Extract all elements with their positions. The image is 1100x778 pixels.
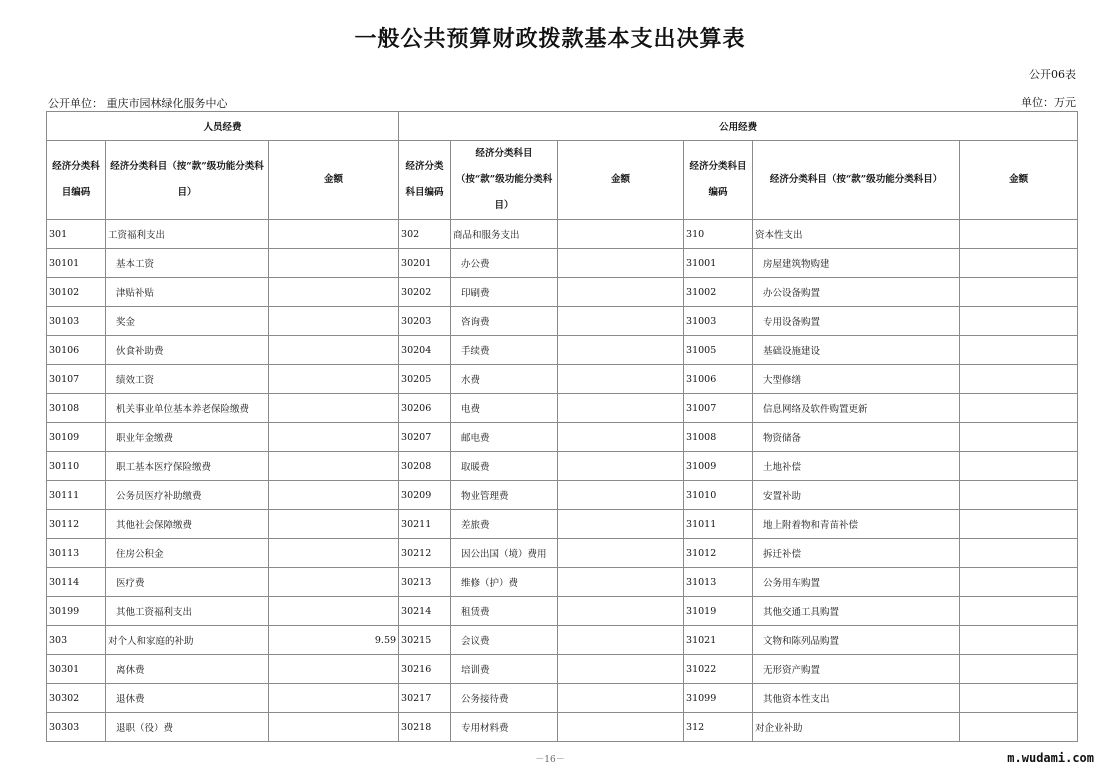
table-row (47, 568, 1078, 597)
cell-goods-name: 公务接待费 (451, 684, 558, 713)
cell-personnel-name: 公务员医疗补助缴费 (106, 481, 269, 510)
cell-capital-name: 拆迁补偿 (753, 539, 960, 568)
cell-capital-code: 310 (684, 220, 753, 249)
cell-personnel-amount (269, 452, 399, 481)
cell-capital-code: 31006 (684, 365, 753, 394)
cell-capital-name: 专用设备购置 (753, 307, 960, 336)
cell-capital-code: 31021 (684, 626, 753, 655)
cell-capital-amount (960, 278, 1078, 307)
cell-goods-name: 印刷费 (451, 278, 558, 307)
cell-capital-amount (960, 626, 1078, 655)
cell-capital-code: 31099 (684, 684, 753, 713)
table-row (47, 510, 1078, 539)
table-row (47, 220, 1078, 249)
table-row (47, 278, 1078, 307)
cell-capital-code: 31007 (684, 394, 753, 423)
cell-goods-name: 差旅费 (451, 510, 558, 539)
cell-personnel-code: 30111 (47, 481, 106, 510)
cell-personnel-name: 医疗费 (106, 568, 269, 597)
cell-personnel-amount (269, 510, 399, 539)
table-row (47, 365, 1078, 394)
cell-personnel-code: 303 (47, 626, 106, 655)
cell-goods-name: 咨询费 (451, 307, 558, 336)
cell-personnel-code: 30113 (47, 539, 106, 568)
cell-personnel-amount (269, 423, 399, 452)
column-header-row (47, 141, 1078, 220)
cell-capital-amount (960, 568, 1078, 597)
cell-goods-amount (558, 249, 684, 278)
cell-capital-name: 无形资产购置 (753, 655, 960, 684)
cell-capital-name: 物资储备 (753, 423, 960, 452)
cell-capital-name: 信息网络及软件购置更新 (753, 394, 960, 423)
cell-goods-code: 30207 (399, 423, 451, 452)
cell-personnel-name: 职工基本医疗保险缴费 (106, 452, 269, 481)
col-header-capital-code: 经济分类科目编码 (684, 141, 753, 220)
cell-capital-name: 资本性支出 (753, 220, 960, 249)
table-row (47, 539, 1078, 568)
cell-personnel-name: 退休费 (106, 684, 269, 713)
section-personnel: 人员经费 (47, 112, 399, 141)
cell-personnel-code: 30112 (47, 510, 106, 539)
cell-personnel-amount (269, 597, 399, 626)
cell-capital-name: 对企业补助 (753, 713, 960, 742)
cell-capital-amount (960, 365, 1078, 394)
cell-personnel-code: 30106 (47, 336, 106, 365)
col-header-goods-code: 经济分类科目编码 (399, 141, 451, 220)
cell-personnel-name: 基本工资 (106, 249, 269, 278)
table-row (47, 626, 1078, 655)
cell-goods-name: 维修（护）费 (451, 568, 558, 597)
table-row (47, 684, 1078, 713)
cell-goods-amount (558, 220, 684, 249)
cell-personnel-name: 离休费 (106, 655, 269, 684)
cell-personnel-amount (269, 539, 399, 568)
cell-personnel-amount (269, 684, 399, 713)
col-header-goods-amount: 金额 (558, 141, 684, 220)
cell-capital-name: 地上附着物和青苗补偿 (753, 510, 960, 539)
cell-personnel-name: 对个人和家庭的补助 (106, 626, 269, 655)
cell-goods-name: 取暖费 (451, 452, 558, 481)
cell-goods-name: 电费 (451, 394, 558, 423)
cell-capital-amount (960, 539, 1078, 568)
cell-capital-code: 31003 (684, 307, 753, 336)
cell-personnel-code: 30109 (47, 423, 106, 452)
cell-goods-code: 30204 (399, 336, 451, 365)
cell-goods-code: 30206 (399, 394, 451, 423)
cell-personnel-code: 30102 (47, 278, 106, 307)
section-header-row (47, 112, 1078, 141)
cell-personnel-amount (269, 278, 399, 307)
cell-personnel-name: 退职（役）费 (106, 713, 269, 742)
cell-personnel-name: 工资福利支出 (106, 220, 269, 249)
col-header-goods-name: 经济分类科目（按“款”级功能分类科目） (451, 141, 558, 220)
cell-capital-name: 办公设备购置 (753, 278, 960, 307)
cell-goods-name: 手续费 (451, 336, 558, 365)
cell-goods-code: 30205 (399, 365, 451, 394)
cell-goods-amount (558, 597, 684, 626)
cell-goods-amount (558, 423, 684, 452)
table-row (47, 336, 1078, 365)
cell-capital-code: 31009 (684, 452, 753, 481)
cell-capital-amount (960, 510, 1078, 539)
cell-goods-amount (558, 307, 684, 336)
cell-capital-code: 31008 (684, 423, 753, 452)
cell-goods-code: 30208 (399, 452, 451, 481)
cell-capital-amount (960, 655, 1078, 684)
cell-goods-amount (558, 365, 684, 394)
cell-capital-code: 31010 (684, 481, 753, 510)
cell-goods-code: 30218 (399, 713, 451, 742)
cell-capital-name: 土地补偿 (753, 452, 960, 481)
cell-goods-name: 因公出国（境）费用 (451, 539, 558, 568)
cell-goods-code: 30214 (399, 597, 451, 626)
cell-capital-amount (960, 713, 1078, 742)
cell-capital-code: 31019 (684, 597, 753, 626)
cell-personnel-amount (269, 394, 399, 423)
cell-goods-code: 30217 (399, 684, 451, 713)
cell-personnel-code: 30302 (47, 684, 106, 713)
cell-goods-code: 30202 (399, 278, 451, 307)
cell-goods-amount (558, 626, 684, 655)
cell-capital-name: 文物和陈列品购置 (753, 626, 960, 655)
cell-capital-code: 31002 (684, 278, 753, 307)
cell-capital-code: 31022 (684, 655, 753, 684)
cell-capital-code: 31005 (684, 336, 753, 365)
cell-goods-code: 30203 (399, 307, 451, 336)
cell-personnel-code: 30101 (47, 249, 106, 278)
cell-goods-amount (558, 278, 684, 307)
table-row (47, 249, 1078, 278)
cell-personnel-code: 301 (47, 220, 106, 249)
cell-personnel-code: 30199 (47, 597, 106, 626)
cell-goods-name: 办公费 (451, 249, 558, 278)
cell-personnel-amount (269, 655, 399, 684)
cell-goods-name: 水费 (451, 365, 558, 394)
col-header-personnel-name: 经济分类科目（按“款”级功能分类科目） (106, 141, 269, 220)
cell-personnel-code: 30303 (47, 713, 106, 742)
table-row (47, 452, 1078, 481)
cell-capital-code: 31013 (684, 568, 753, 597)
cell-goods-amount (558, 684, 684, 713)
cell-personnel-name: 奖金 (106, 307, 269, 336)
cell-personnel-code: 30301 (47, 655, 106, 684)
cell-goods-code: 30212 (399, 539, 451, 568)
cell-goods-code: 30209 (399, 481, 451, 510)
cell-capital-code: 31012 (684, 539, 753, 568)
cell-personnel-amount (269, 713, 399, 742)
cell-capital-amount (960, 394, 1078, 423)
cell-capital-name: 公务用车购置 (753, 568, 960, 597)
cell-capital-code: 31011 (684, 510, 753, 539)
table-row (47, 307, 1078, 336)
cell-goods-code: 30215 (399, 626, 451, 655)
cell-goods-name: 会议费 (451, 626, 558, 655)
cell-personnel-code: 30103 (47, 307, 106, 336)
cell-capital-name: 房屋建筑物购建 (753, 249, 960, 278)
cell-personnel-amount (269, 220, 399, 249)
table-row (47, 423, 1078, 452)
cell-goods-name: 培训费 (451, 655, 558, 684)
cell-capital-amount (960, 220, 1078, 249)
expenditure-table (46, 111, 1078, 742)
cell-goods-amount (558, 568, 684, 597)
cell-goods-amount (558, 510, 684, 539)
form-number: 公开06表 (1029, 68, 1076, 81)
cell-personnel-amount (269, 481, 399, 510)
section-public: 公用经费 (399, 112, 1078, 141)
cell-goods-name: 物业管理费 (451, 481, 558, 510)
cell-personnel-name: 其他社会保障缴费 (106, 510, 269, 539)
table-row (47, 713, 1078, 742)
col-header-personnel-amount: 金额 (269, 141, 399, 220)
cell-personnel-amount (269, 307, 399, 336)
cell-goods-name: 租赁费 (451, 597, 558, 626)
cell-goods-code: 30201 (399, 249, 451, 278)
col-header-personnel-code: 经济分类科目编码 (47, 141, 106, 220)
cell-capital-code: 312 (684, 713, 753, 742)
cell-personnel-name: 伙食补助费 (106, 336, 269, 365)
page-title: 一般公共预算财政拨款基本支出决算表 (354, 26, 746, 52)
cell-personnel-code: 30107 (47, 365, 106, 394)
cell-personnel-name: 津贴补贴 (106, 278, 269, 307)
cell-capital-amount (960, 452, 1078, 481)
cell-capital-amount (960, 423, 1078, 452)
cell-capital-amount (960, 336, 1078, 365)
cell-goods-code: 302 (399, 220, 451, 249)
table-row (47, 655, 1078, 684)
cell-goods-amount (558, 336, 684, 365)
cell-personnel-name: 其他工资福利支出 (106, 597, 269, 626)
col-header-capital-name: 经济分类科目（按“款”级功能分类科目） (753, 141, 960, 220)
cell-goods-name: 专用材料费 (451, 713, 558, 742)
cell-capital-name: 安置补助 (753, 481, 960, 510)
cell-capital-name: 其他交通工具购置 (753, 597, 960, 626)
cell-capital-amount (960, 249, 1078, 278)
cell-personnel-name: 机关事业单位基本养老保险缴费 (106, 394, 269, 423)
cell-goods-amount (558, 539, 684, 568)
cell-goods-amount (558, 713, 684, 742)
cell-capital-amount (960, 684, 1078, 713)
cell-goods-code: 30213 (399, 568, 451, 597)
cell-goods-code: 30211 (399, 510, 451, 539)
cell-capital-amount (960, 481, 1078, 510)
cell-personnel-name: 绩效工资 (106, 365, 269, 394)
cell-capital-amount (960, 307, 1078, 336)
cell-capital-amount (960, 597, 1078, 626)
cell-personnel-amount (269, 568, 399, 597)
cell-goods-amount (558, 655, 684, 684)
cell-personnel-code: 30108 (47, 394, 106, 423)
table-row (47, 597, 1078, 626)
cell-personnel-code: 30114 (47, 568, 106, 597)
cell-capital-name: 大型修缮 (753, 365, 960, 394)
table-row (47, 481, 1078, 510)
cell-personnel-name: 职业年金缴费 (106, 423, 269, 452)
cell-goods-amount (558, 452, 684, 481)
money-unit: 单位：万元 (1021, 96, 1076, 109)
cell-personnel-amount (269, 249, 399, 278)
cell-goods-amount (558, 481, 684, 510)
cell-personnel-name: 住房公积金 (106, 539, 269, 568)
table-row (47, 394, 1078, 423)
reporting-unit: 公开单位： 重庆市园林绿化服务中心 (48, 97, 228, 110)
cell-personnel-amount: 9.59 (269, 626, 399, 655)
cell-goods-name: 邮电费 (451, 423, 558, 452)
cell-personnel-amount (269, 365, 399, 394)
watermark: m.wudami.com (1007, 751, 1094, 765)
col-header-capital-amount: 金额 (960, 141, 1078, 220)
cell-goods-name: 商品和服务支出 (451, 220, 558, 249)
cell-personnel-code: 30110 (47, 452, 106, 481)
cell-capital-code: 31001 (684, 249, 753, 278)
cell-capital-name: 其他资本性支出 (753, 684, 960, 713)
cell-personnel-amount (269, 336, 399, 365)
page-number: －16－ (535, 755, 565, 765)
cell-capital-name: 基础设施建设 (753, 336, 960, 365)
cell-goods-amount (558, 394, 684, 423)
cell-goods-code: 30216 (399, 655, 451, 684)
